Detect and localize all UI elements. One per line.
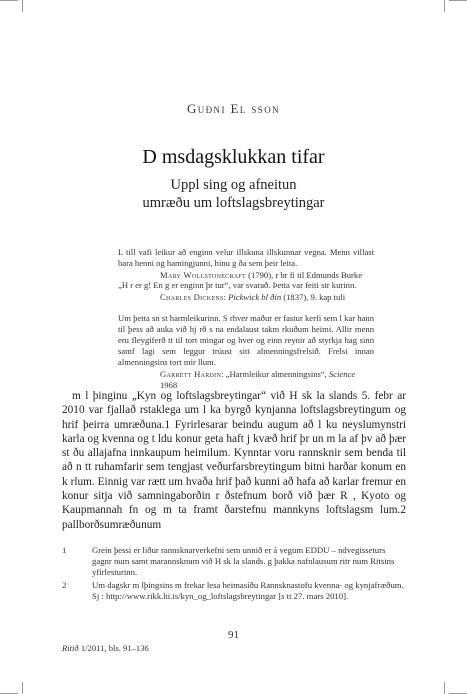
crop-mark — [0, 0, 18, 1]
footnote — [62, 580, 406, 602]
subtitle-line: umræðu um loftslagsbreytingar — [142, 195, 325, 211]
footnotes — [62, 545, 406, 604]
attribution-detail: : „Harmleikur almenningsins“, — [221, 369, 329, 379]
article-body — [62, 389, 406, 532]
journal-citation — [62, 643, 149, 653]
crop-mark — [449, 0, 467, 1]
attribution-detail: (1837), 9. kap tuli — [281, 292, 346, 302]
epigraph-text: Um þetta sn st harmleikurinn. S rhver maður er fastur kerfi sem l kar hann til þess að auka við hj rð s na endalaust takm rkuðum heimi. Allir menn eru fleygiferð tt til tort mingar og hver og einn reynir að styrkja hag sinn samf lagi sem leggur trúust sitt almenningsfrelsið. Frelsi innan almenningsins tort mir llum. — [118, 313, 374, 367]
citation-detail: 1/2011, bls. 91–136 — [78, 643, 149, 653]
footnote-text: Um dagskr m lþingsins m frekar lesa heimasíðu Rannsknastofu kvenna- og kynjafræðum. Sj : http://www.rikk.hi.is/kyn_og_loftslagsbreytingar [s tt 27. mars 2010]. — [92, 580, 404, 601]
page-number: 91 — [228, 629, 239, 641]
attribution-work: Pickwick bl ðin — [228, 292, 282, 302]
crop-mark — [444, 682, 445, 694]
attribution-name: Garrett Hardin — [160, 369, 222, 379]
article-author: Guðni El sson — [186, 101, 281, 116]
epigraph-text: L till vafi leikur að enginn velur illskuna illskunnar vegna. Menn villast bara henni og hamingjunni, hinu g ða sem þeir leita. — [118, 247, 374, 268]
epigraph-hardin — [118, 313, 374, 391]
attribution-year: 1968 — [160, 380, 178, 390]
epigraph-attribution: Charles Dickens: Pickwick bl ðin (1837), 9. kap tuli — [160, 292, 346, 302]
footnote-number: 1 — [62, 545, 67, 555]
attribution-name: Mary Wollstonecraft — [160, 270, 247, 280]
journal-name: Ritið — [62, 643, 79, 653]
attribution-work: Science — [328, 369, 356, 379]
article-subtitle — [0, 176, 467, 212]
crop-mark — [444, 0, 445, 12]
epigraph-wollstonecraft — [118, 247, 374, 281]
body-paragraph: m l þinginu „Kyn og loftslagsbreytingar“ við H sk la slands 5. febr ar 2010 var fjallað rstaklega um l ka byrgð kynjanna loftslagsbreytingum og hrif þeirra umræðuna.1 Fyrirlesarar beindu augum að l ku neyslumynstri karla og kvenna og t ldu konur geta haft j kvæð hrif þr un m la af þv að þær st ðu allajafna innkaupum heimilum. Kynntar voru rannsknir sem benda til að n tt ruhamfarir sem tengjast veðurfarsbreytingum bitni harðar konum en k rlum. Einnig var rætt um hvaða hrif það kunni að hafa að karlar fremur en konur sitja við samningaborðin r ðstefnum borð við þær R , Kyoto og Kaupmannah fn og m ta framt ðarstefnu mannkyns loftslagsm lum.2 pallborðsumræðunum — [62, 390, 406, 531]
attribution-detail: (1790), r br fi til Edmunds Burke — [246, 270, 363, 280]
epigraph-attribution — [118, 369, 374, 391]
epigraph-dickens — [118, 280, 374, 303]
subtitle-line: Uppl sing og afneitun — [170, 177, 297, 193]
crop-mark — [22, 0, 23, 12]
footnote-number: 2 — [62, 580, 67, 590]
article-title: D msdagsklukkan tifar — [142, 146, 325, 168]
attribution-name: Charles Dickens — [160, 292, 224, 302]
crop-mark — [22, 682, 23, 694]
footnote-text: Grein þessi er liður rannsknarverkefni sem unnið er á vegum EDDU – ndvegisseturs gagnr num samt marannsknum við H sk la slands. g þakka nafnlausum ritr num Ritsins yfirlesturinn. — [92, 545, 395, 577]
epigraph-text: „H r er g! En g er enginn þr tur“, var svarað. Þetta var feiti str kurinn. — [118, 280, 357, 290]
footnote — [62, 545, 406, 578]
